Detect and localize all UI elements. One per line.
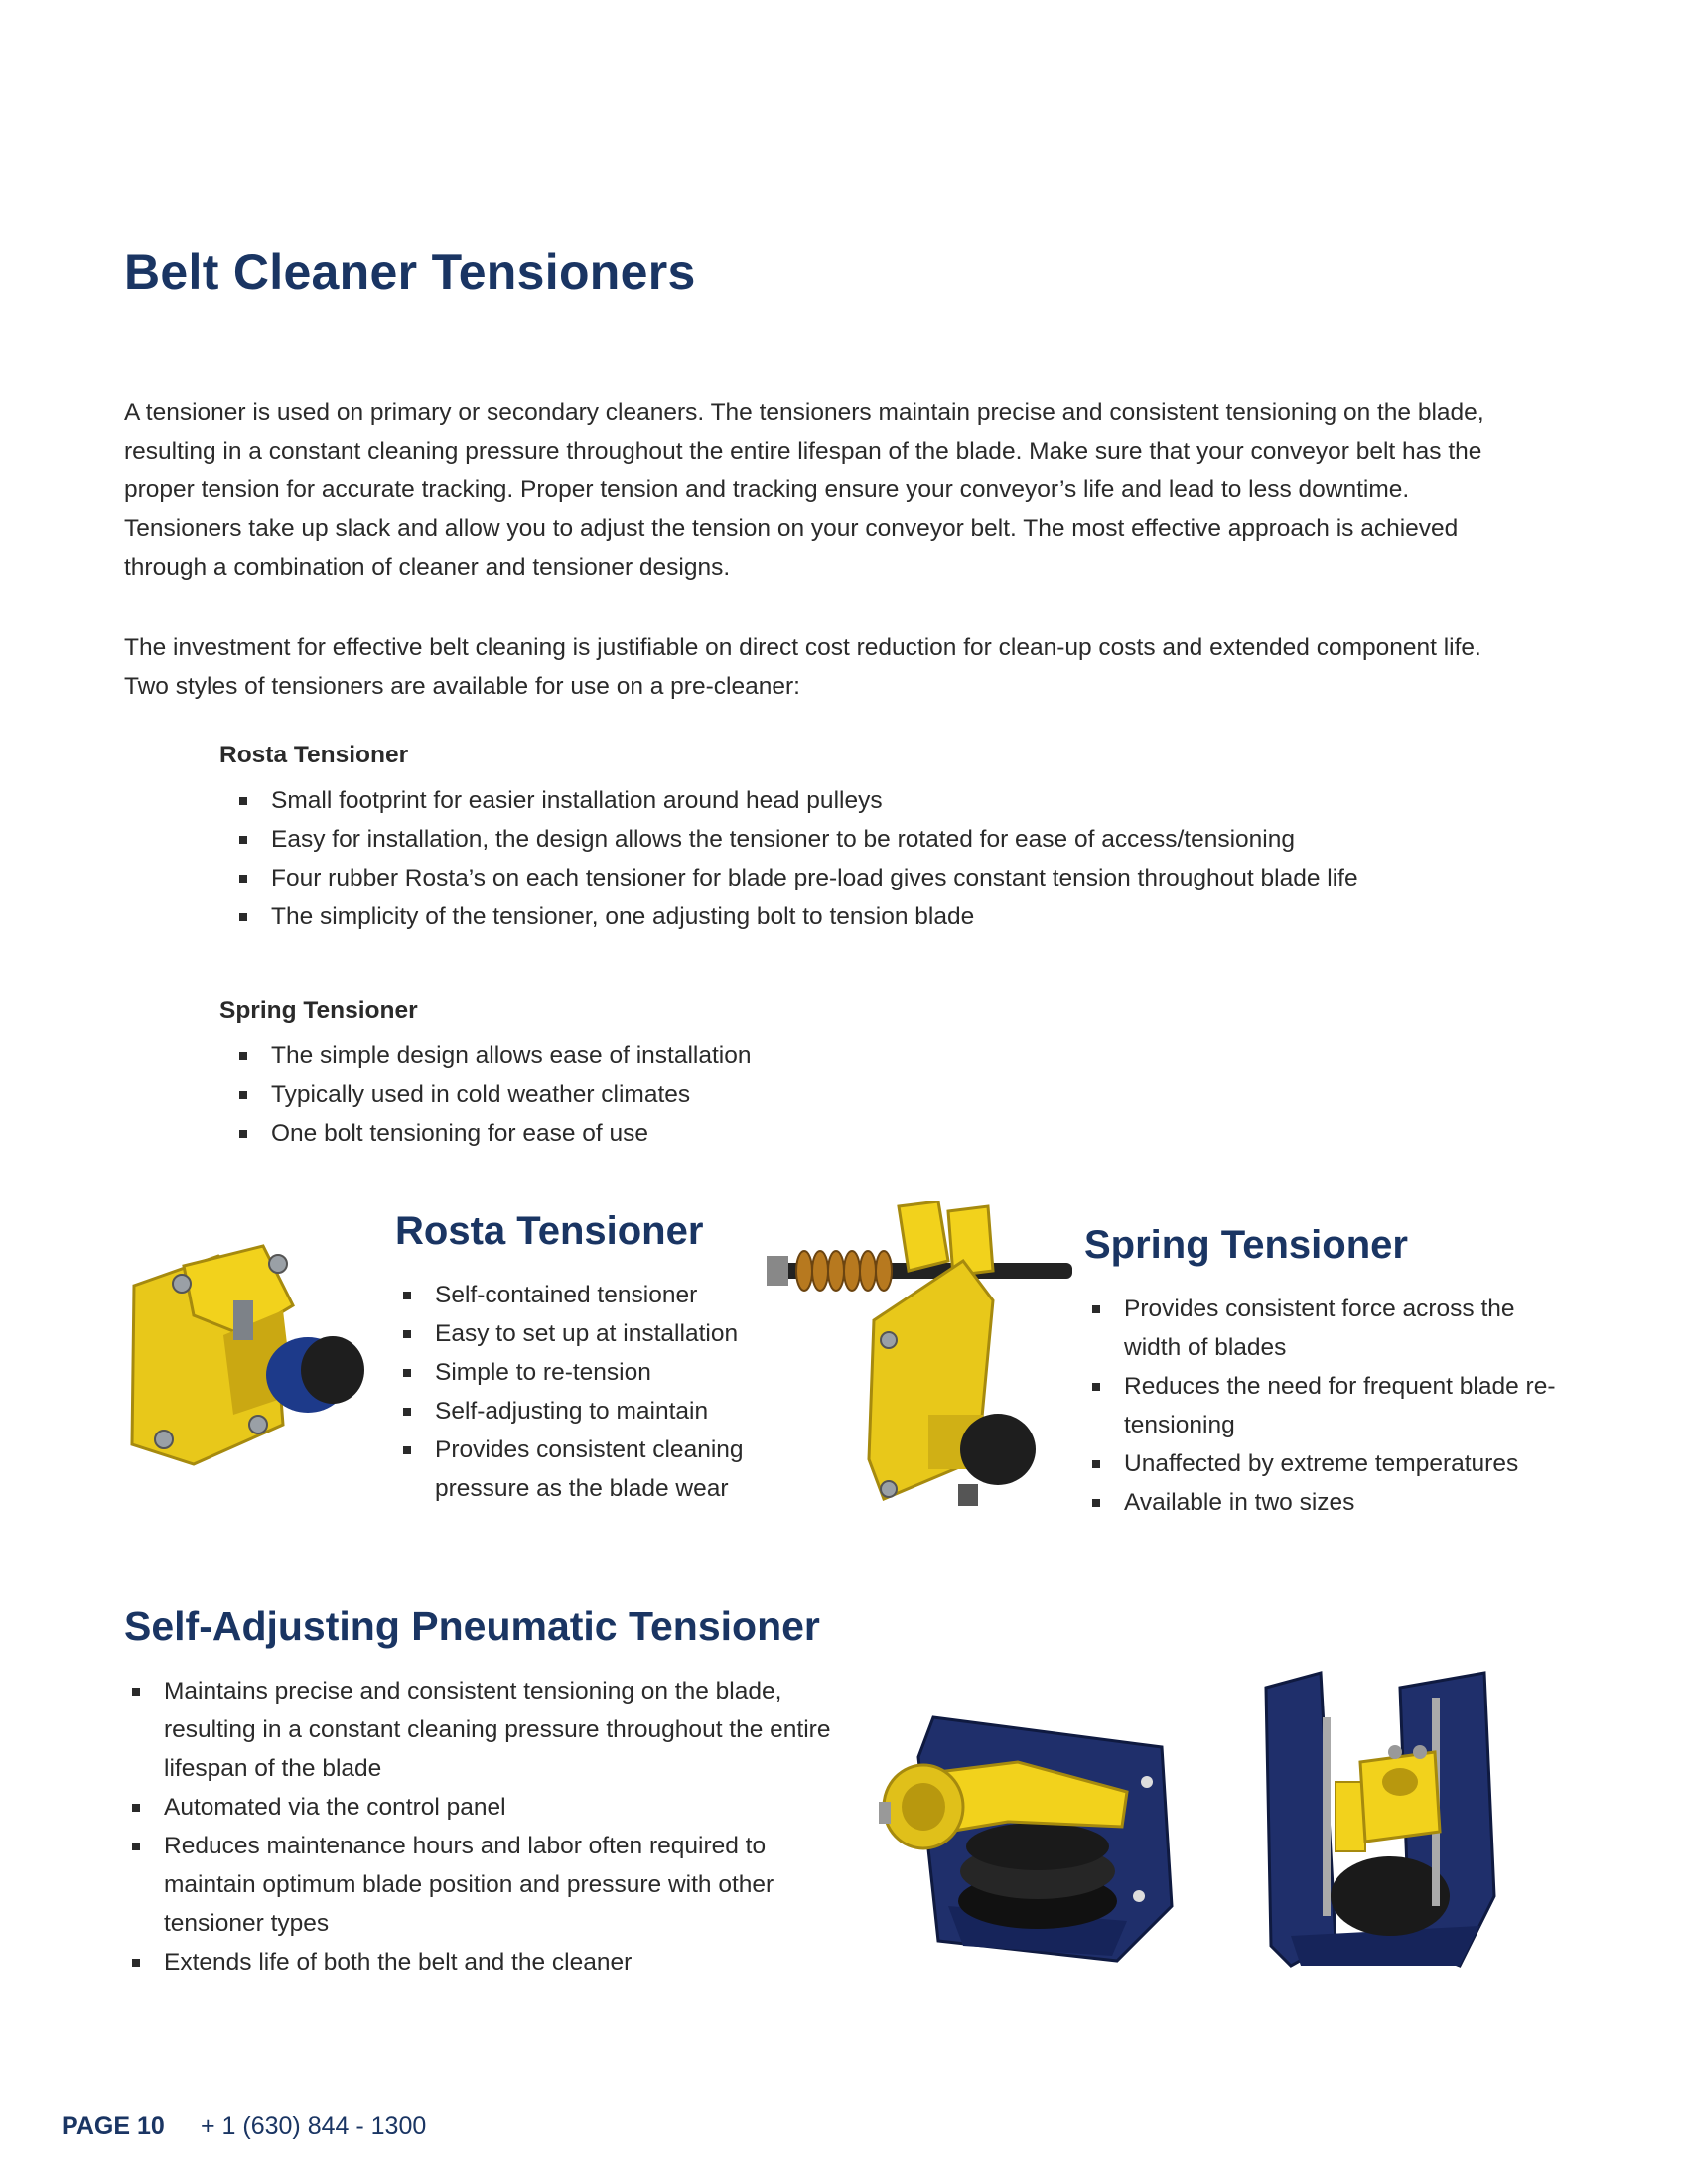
pneumatic-product-list xyxy=(124,1672,849,1981)
list-item: Four rubber Rosta’s on each tensioner for blade pre-load gives constant tension throughout blade life xyxy=(229,859,1510,897)
spring-style-section xyxy=(219,997,1510,1153)
list-item: Provides consistent cleaning pressure as the blade wear xyxy=(395,1431,782,1508)
list-item: Automated via the control panel xyxy=(124,1788,849,1827)
list-item: Easy to set up at installation xyxy=(395,1314,782,1353)
rosta-style-list xyxy=(229,781,1510,936)
list-item: Small footprint for easier installation around head pulleys xyxy=(229,781,1510,820)
list-item: Reduces the need for frequent blade re-tensioning xyxy=(1084,1367,1561,1444)
list-item: Simple to re-tension xyxy=(395,1353,782,1392)
pneumatic-tensioner-image-2 xyxy=(1261,1668,1509,1971)
list-item: Maintains precise and consistent tensioning on the blade, resulting in a constant cleaning pressure throughout the entire lifespan of the blade xyxy=(124,1672,849,1788)
footer-phone: + 1 (630) 844 - 1300 xyxy=(201,2113,427,2140)
list-item: Self-contained tensioner xyxy=(395,1276,782,1314)
spring-product-title: Spring Tensioner xyxy=(1084,1223,1408,1267)
rosta-style-section xyxy=(219,742,1510,936)
pneumatic-product-title: Self-Adjusting Pneumatic Tensioner xyxy=(124,1603,820,1649)
list-item: Unaffected by extreme temperatures xyxy=(1084,1444,1561,1483)
spring-tensioner-image xyxy=(765,1201,1087,1514)
spring-style-list xyxy=(229,1036,1510,1153)
list-item: Extends life of both the belt and the cleaner xyxy=(124,1943,849,1981)
spring-product-section xyxy=(1084,1223,1561,1522)
list-item: Typically used in cold weather climates xyxy=(229,1075,1510,1114)
spring-product-list xyxy=(1084,1290,1561,1522)
list-item: Self-adjusting to maintain xyxy=(395,1392,782,1431)
pneumatic-tensioner-image-1 xyxy=(879,1707,1182,1971)
rosta-style-heading: Rosta Tensioner xyxy=(219,742,409,768)
intro-paragraph-1: A tensioner is used on primary or secondary cleaners. The tensioners maintain precise and consistent tensioning on the blade, resulting in a constant cleaning pressure throughout the entire lifespan of the blade. Make sure that your conveyor belt has the proper tension for accurate tracking. Proper tension and tracking ensure your conveyor’s life and lead to less downtime. Tensioners take up slack and allow you to adjust the tension on your conveyor belt. The most effective approach is achieved through a combination of cleaner and tensioner designs. xyxy=(124,399,1484,581)
rosta-product-section xyxy=(395,1209,782,1508)
rosta-tensioner-image xyxy=(124,1226,372,1479)
list-item: Available in two sizes xyxy=(1084,1483,1561,1522)
list-item: Reduces maintenance hours and labor often required to maintain optimum blade position and pressure with other tensioner types xyxy=(124,1827,849,1943)
list-item: The simple design allows ease of installation xyxy=(229,1036,1510,1075)
page-title: Belt Cleaner Tensioners xyxy=(124,244,696,300)
list-item: Provides consistent force across the width of blades xyxy=(1084,1290,1561,1367)
list-item: Easy for installation, the design allows the tensioner to be rotated for ease of access/tensioning xyxy=(229,820,1510,859)
spring-style-heading: Spring Tensioner xyxy=(219,997,418,1024)
footer-page-number: PAGE 10 xyxy=(62,2113,165,2140)
rosta-product-title: Rosta Tensioner xyxy=(395,1209,704,1253)
list-item: One bolt tensioning for ease of use xyxy=(229,1114,1510,1153)
pneumatic-product-section xyxy=(124,1603,849,1981)
rosta-product-list xyxy=(395,1276,782,1508)
list-item: The simplicity of the tensioner, one adjusting bolt to tension blade xyxy=(229,897,1510,936)
intro-paragraph-2: The investment for effective belt cleaning is justifiable on direct cost reduction for clean-up costs and extended component life. Two styles of tensioners are available for use on a pre-cleaner: xyxy=(124,634,1481,700)
